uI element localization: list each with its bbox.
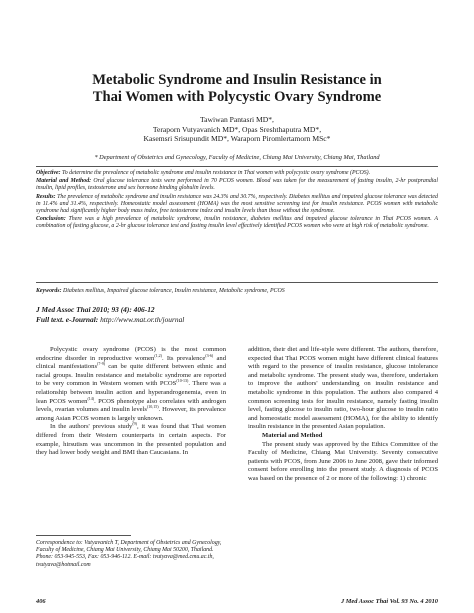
right-column — [248, 346, 438, 484]
citation — [36, 305, 438, 324]
section-heading: Material and Method — [262, 431, 323, 439]
abstract-conclusion — [36, 216, 438, 230]
reference-marker: (9) — [132, 421, 137, 427]
left-column — [36, 346, 226, 458]
abstract-text: The prevalence of metabolic syndrome and insulin resistance was 24.3% and 30.7%, respectively. Diabetes mellitus and impaired glucose tolerance was detected in 11.4% and 31.4%, respectively. Homeostatic model assessment (HOMA) was the most sensitive screening test for insulin resistance. PCOS women with metabolic syndrome had significantly higher body mass index, free testosterone index and insulin levels than those without the syndrome. — [36, 193, 438, 214]
fulltext-label: Full text. e-Journal: — [36, 314, 99, 324]
reference-marker: (10,15) — [146, 403, 159, 409]
citation-ref: J Med Assoc Thai 2010; 93 (4): 406-12 — [36, 305, 155, 314]
citation-line — [36, 305, 438, 315]
author-line-2: Teraporn Vutyavanich MD*, Opas Sreshthaputra MD*, — [152, 124, 322, 134]
journal-url-link[interactable]: http://www.mat.or.th/journal — [98, 314, 185, 324]
abstract-objective — [36, 170, 438, 177]
correspondence-footnote: Correspondence to: Vutyavanich T, Department of Obstetrics and Gynecology, Faculty of Medicine, Chiang Mai University, Chiang Mai 50200, Thailand. Phone: 053-945-553, Fax: 053-946-112. E-mail: tvutyava@med.cmu.ac.th, tvutyava@hotmail.com — [36, 540, 222, 568]
article-title — [40, 72, 434, 106]
body-text: , it was found that Thai women differed from their Western counterparts in certain aspects. For example, hirsutism was uncommon in the presented population and they had lower body weight and BMI than Caucasians. In — [36, 423, 226, 457]
body-text: Polycystic ovary syndrome (PCOS) is the most common endocrine disorder in reproductive women — [36, 346, 226, 362]
body-text: . Its prevalence — [162, 354, 206, 362]
abstract-label: Results: — [36, 193, 56, 200]
abstract-label: Conclusion: — [36, 216, 66, 223]
abstract — [36, 170, 438, 232]
abstract-text: There was a high prevalence of metabolic syndrome, insulin resistance, diabetes mellitus and impaired glucose tolerance in Thai PCOS women. A combination of fasting glucose, a 2-hr glucose tolerance test and fasting insulin level effectively identified PCOS women who were at high risk of metabolic syndrome. — [36, 216, 438, 230]
author-line-3: Kasemsri Srisupundit MD*, Waraporn Piromlertamorn MSc* — [143, 134, 331, 144]
method-paragraph: The present study was approved by the Ethics Committee of the Faculty of Medicine, Chiang Mai University. Seventy consecutive patients with PCOS, from June 2006 to June 2008, gave their informed consent before enrolling into the present study. A diagnosis of PCOS was based on the presence of 2 or more of the following: 1) chronic — [248, 440, 438, 482]
reference-marker: (7-9) — [97, 361, 106, 366]
footnote-rule — [36, 535, 131, 536]
abstract-label: Material and Method: — [36, 178, 92, 185]
body-text: . PCOS phenotype also correlates with androgen levels, ovarian volumes and insulin levels — [36, 397, 226, 414]
abstract-bottom-rule — [36, 282, 438, 283]
abstract-top-rule — [36, 166, 438, 167]
body-text: and clinical manifestations — [36, 354, 226, 371]
abstract-results — [36, 194, 438, 215]
reference-marker: (14) — [87, 395, 95, 401]
abstract-text: Oral glucose tolerance tests were performed in 70 PCOS women. Blood was taken for the measurement of fasting insulin, 2-hr postprandial insulin, lipid profiles, testosterone and sex hormone binding globulin levels. — [36, 178, 438, 192]
body-text: . There was a relationship between insulin action and hyperandrogenemia, even in lean PCOS women — [36, 380, 226, 405]
intro-paragraph-2 — [36, 423, 226, 457]
journal-footer: J Med Assoc Thai Vol. 93 No. 4 2010 — [340, 598, 438, 605]
reference-marker: (1,2) — [154, 352, 163, 358]
reference-marker: (10-13) — [176, 378, 189, 384]
body-text: In the authors' previous study — [50, 423, 133, 431]
keywords-label: Keywords: — [36, 288, 62, 294]
abstract-label: Objective: — [36, 170, 61, 176]
citation-line — [36, 315, 438, 325]
abstract-text: To determine the prevalence of metabolic syndrome and insulin resistance in Thai women with polycystic ovary syndrome (PCOS). — [60, 170, 371, 176]
keywords — [36, 288, 438, 294]
author-list — [40, 115, 434, 144]
affiliation: * Department of Obstetrics and Gynecology, Faculty of Medicine, Chiang Mai University, Chiang Mai, Thailand — [94, 154, 380, 161]
title-line-1: Metabolic Syndrome and Insulin Resistance in — [92, 72, 382, 88]
intro-paragraph-3: addition, their diet and life-style were different. The authors, therefore, expected that Thai PCOS women might have different clinical features with regard to the presence of insulin resistance, glucose intolerance and metabolic syndrome. The present study was, therefore, undertaken to improve the authors' understanding on insulin resistance and metabolic syndrome in this population. The authors also compared 4 common screening tests for insulin resistance, namely fasting insulin level, fasting glucose to insulin ratio, two-hour glucose to insulin ratio and homeostatic model assessment (HOMA), for the ability to identify insulin resistance in the presented Asian population. — [248, 346, 438, 431]
intro-paragraph-1 — [36, 346, 226, 423]
reference-marker: (3-6) — [205, 352, 214, 358]
abstract-method — [36, 178, 438, 192]
keywords-text: Diabetes mellitus, Impaired glucose tolerance, Insulin resistance, Metabolic syndrome, PCOS — [61, 288, 285, 294]
title-line-2: Thai Women with Polycystic Ovary Syndrome — [92, 89, 382, 105]
body-text: . However, its prevalence among Asian PCOS women is largely unknown. — [36, 406, 226, 422]
author-line-1: Tawiwan Pantasri MD*, — [200, 115, 274, 124]
body-text: can be quite different between ethnic and racial groups. Insulin resistance and metabolic syndrome are reported to be very common in Western women with PCOS — [36, 363, 226, 388]
page-number: 406 — [36, 598, 46, 605]
